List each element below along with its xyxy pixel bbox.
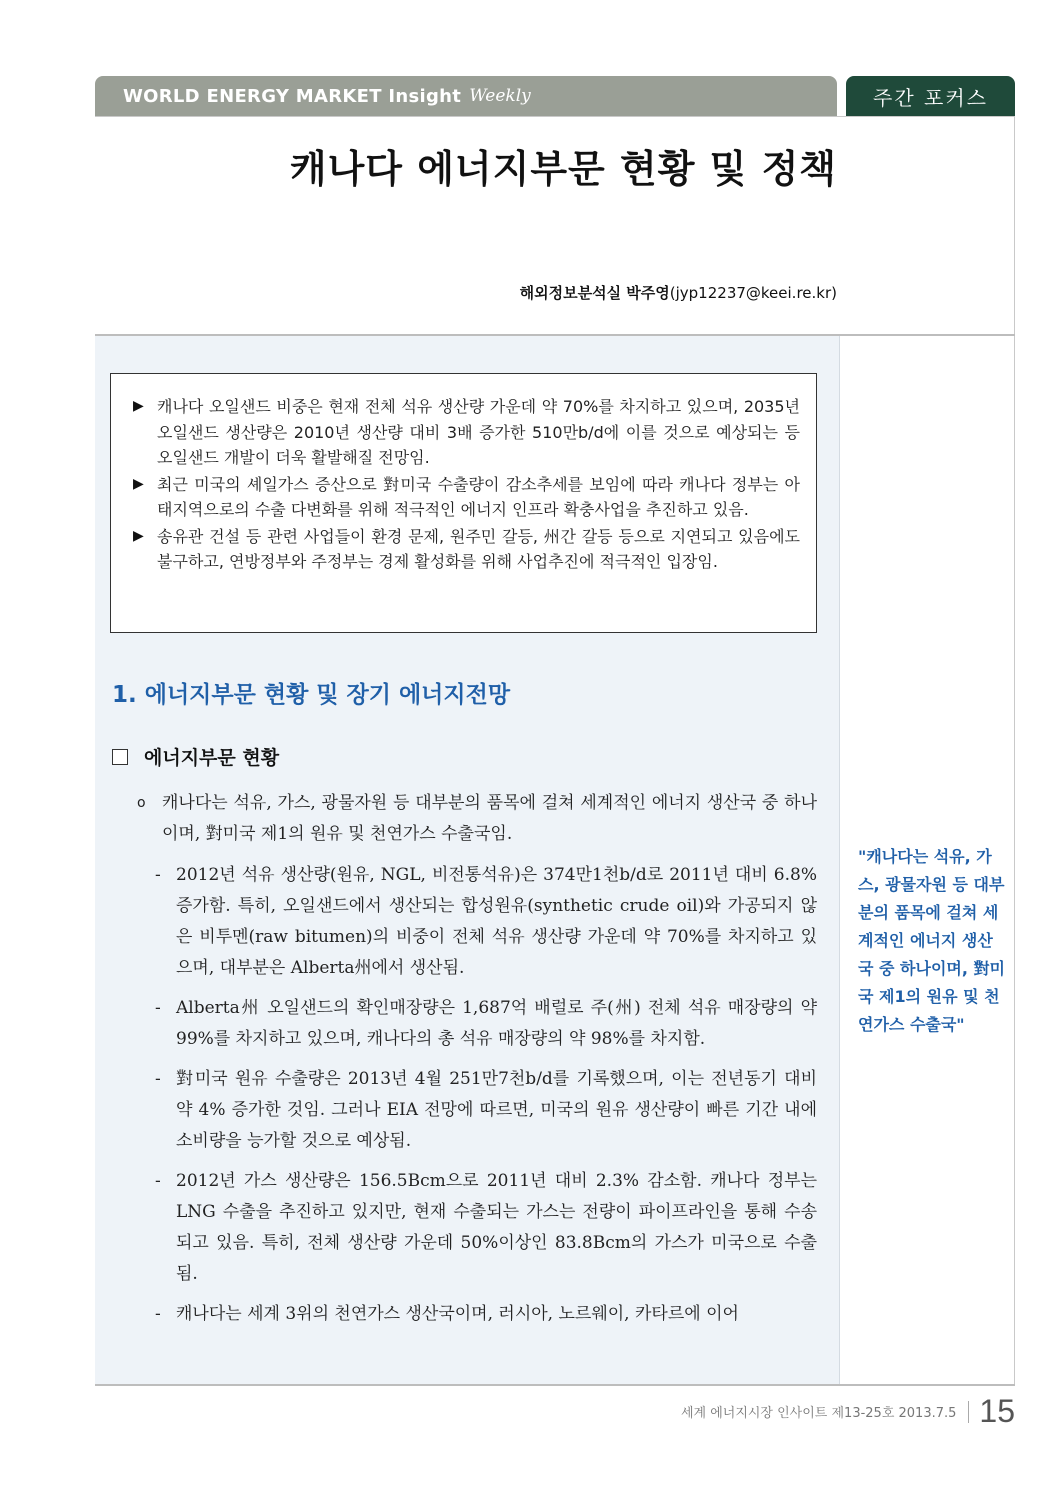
body-bullet bbox=[135, 788, 817, 850]
bullet-text: 캐나다는 석유, 가스, 광물자원 등 대부분의 품목에 걸쳐 세계적인 에너지 생산국 중 하나이며, 對미국 제1의 원유 및 천연가스 수출국임. bbox=[162, 793, 817, 844]
dash-text: 캐나다는 세계 3위의 천연가스 생산국이며, 러시아, 노르웨이, 카타르에 이어 bbox=[176, 1304, 739, 1324]
summary-box bbox=[110, 373, 817, 633]
dash-text: 2012년 가스 생산량은 156.5Bcm으로 2011년 대비 2.3% 감소함. 캐나다 정부는 LNG 수출을 추진하고 있지만, 현재 수출되는 가스는 전량이 파이프라인을 통해 수송되고 있음. 특히, 전체 생산량 가운데 50%이상인 83.8Bcm의 가스가 미국으로 수출됨. bbox=[176, 1171, 817, 1284]
summary-text: 송유관 건설 등 관련 사업들이 환경 문제, 원주민 갈등, 州간 갈등 등으로 지연되고 있음에도 불구하고, 연방정부와 주정부는 경제 활성화를 위해 사업추진에 적극적인 입장임. bbox=[157, 526, 800, 571]
summary-item bbox=[133, 472, 800, 523]
subsection-heading bbox=[112, 743, 279, 770]
body-dash-item bbox=[135, 860, 817, 984]
dash-bullet-icon: - bbox=[155, 1304, 161, 1324]
author-contact: (jyp12237@keei.re.kr) bbox=[669, 284, 837, 302]
brand-weekly: Weekly bbox=[469, 86, 531, 106]
running-header bbox=[95, 76, 837, 116]
triangle-bullet-icon: ▶ bbox=[133, 398, 144, 414]
pull-quote: "캐나다는 석유, 가스, 광물자원 등 대부분의 품목에 걸쳐 세계적인 에너지 생산국 중 하나이며, 對미국 제1의 원유 및 천연가스 수출국" bbox=[858, 847, 1005, 1034]
dash-bullet-icon: - bbox=[155, 1171, 161, 1191]
header-divider bbox=[95, 116, 1015, 117]
triangle-bullet-icon: ▶ bbox=[133, 527, 144, 544]
summary-text: 최근 미국의 셰일가스 증산으로 對미국 수출량이 감소추세를 보임에 따라 캐나다 정부는 아태지역으로의 수출 다변화를 위해 적극적인 에너지 인프라 확충사업을 추진하고 있음. bbox=[157, 474, 800, 519]
section-tab: 주간 포커스 bbox=[846, 76, 1015, 116]
page-footer bbox=[681, 1393, 1015, 1430]
body-text bbox=[135, 788, 817, 1339]
dash-bullet-icon: - bbox=[155, 998, 161, 1018]
dash-text: Alberta州 오일샌드의 확인매장량은 1,687억 배럴로 주(州) 전체 석유 매장량의 약 99%를 차지하고 있으며, 캐나다의 총 석유 매장량의 약 98%를 차지함. bbox=[176, 998, 817, 1049]
summary-item bbox=[133, 524, 800, 575]
section-heading: 1. 에너지부문 현황 및 장기 에너지전망 bbox=[112, 682, 511, 708]
subsection-label: 에너지부문 현황 bbox=[144, 747, 280, 769]
dash-text: 2012년 석유 생산량(원유, NGL, 비전통석유)은 374만1천b/d로 2011년 대비 6.8% 증가함. 특히, 오일샌드에서 생산되는 합성원유(synthetic crude oil)와 가공되지 않은 비투멘(raw bitumen)의 비중이 전체 석유 생산량 가운데 약 70%를 차지하고 있으며, 대부분은 Alberta州에서 생산됨. bbox=[176, 865, 817, 978]
body-dash-item bbox=[135, 1166, 817, 1290]
body-dash-item bbox=[135, 1064, 817, 1157]
summary-text: 캐나다 오일샌드 비중은 현재 전체 석유 생산량 가운데 약 70%를 차지하고 있으며, 2035년 오일샌드 생산량은 2010년 생산량 대비 3배 증가한 510만b/d에 이를 것으로 예상되는 등 오일샌드 개발이 더욱 활발해질 전망임. bbox=[157, 397, 800, 467]
author-dept: 해외정보분석실 박주영 bbox=[519, 284, 670, 302]
footer-separator bbox=[968, 1401, 969, 1423]
dash-bullet-icon: - bbox=[155, 865, 161, 885]
summary-item bbox=[133, 394, 800, 471]
article-title: 캐나다 에너지부문 현황 및 정책 bbox=[289, 147, 837, 191]
dash-text: 對미국 원유 수출량은 2013년 4월 251만7천b/d를 기록했으며, 이는 전년동기 대비 약 4% 증가한 것임. 그러나 EIA 전망에 따르면, 미국의 원유 생산량이 빠른 기간 내에 소비량을 능가할 것으로 예상됨. bbox=[176, 1069, 817, 1151]
dash-bullet-icon: - bbox=[155, 1069, 161, 1089]
circle-bullet-icon: o bbox=[137, 795, 146, 811]
brand-title: WORLD ENERGY MARKET Insight bbox=[123, 85, 462, 107]
checkbox-icon bbox=[112, 749, 128, 765]
footer-divider bbox=[95, 1384, 1015, 1386]
author-line bbox=[520, 282, 837, 303]
publication-info: 세계 에너지시장 인사이트 제13-25호 2013.7.5 bbox=[680, 1406, 957, 1421]
page-number: 15 bbox=[979, 1393, 1015, 1429]
summary-list bbox=[133, 394, 800, 575]
triangle-bullet-icon: ▶ bbox=[133, 475, 144, 492]
right-column-divider bbox=[1014, 116, 1015, 1386]
body-dash-item bbox=[135, 1299, 817, 1330]
body-dash-item bbox=[135, 993, 817, 1055]
